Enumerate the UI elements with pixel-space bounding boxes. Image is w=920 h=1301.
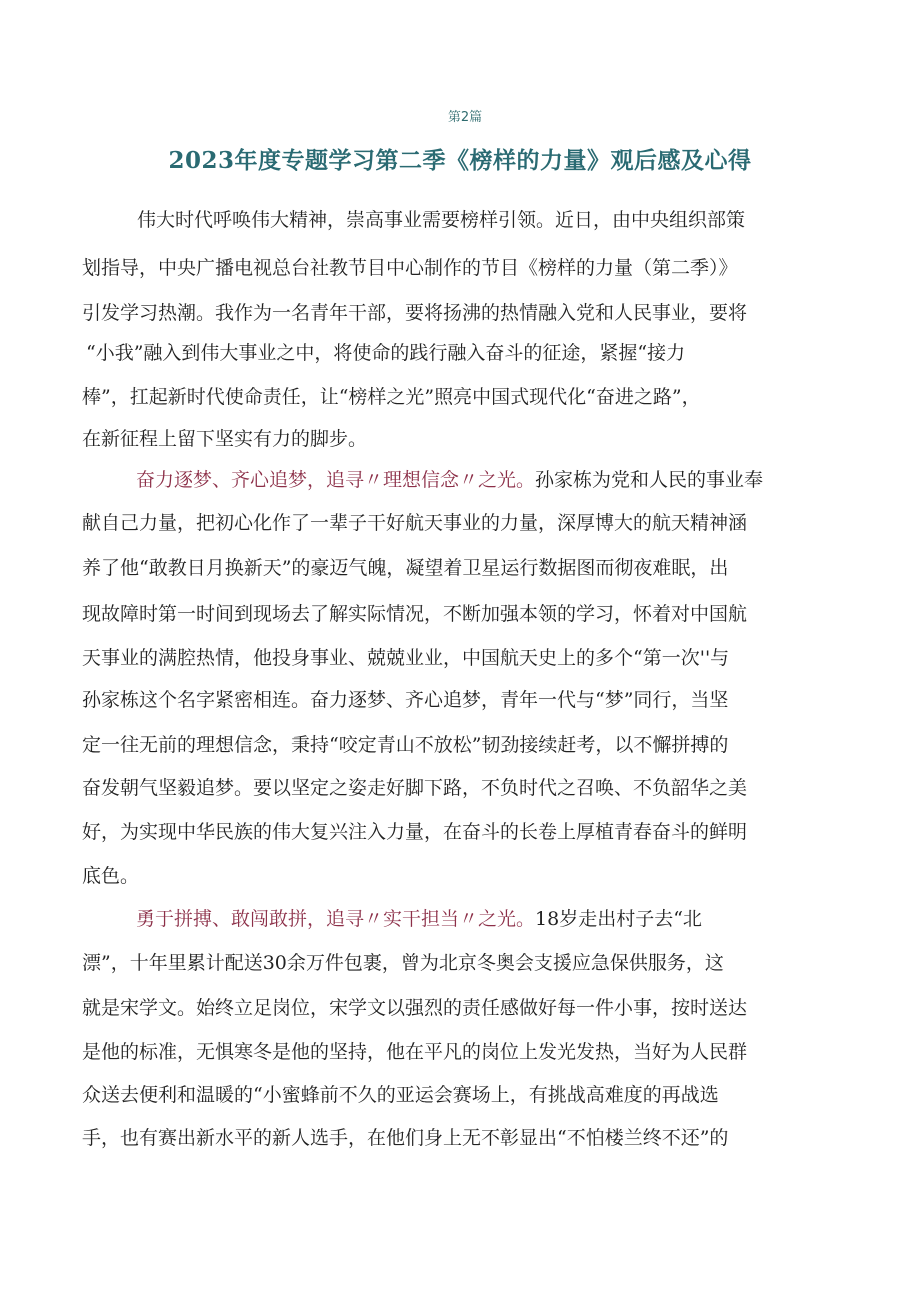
section-label: 第2篇: [447, 110, 483, 125]
paragraph-line: 在新征程上留下坚实有力的脚步。: [82, 428, 368, 450]
paragraph-line: 孙家栋这个名字紧密相连。奋力逐梦、齐心追梦，青年一代与“梦”同行，当坚: [82, 689, 729, 711]
paragraph-line: 奋发朝气坚毅追梦。要以坚定之姿走好脚下路，不负时代之召唤、不负韶华之美: [82, 777, 748, 799]
paragraph-line: 划指导，中央广播电视总台社教节目中心制作的节目《榜样的力量（第二季）》: [82, 257, 738, 279]
paragraph-line: 现故障时第一时间到现场去了解实际情况，不断加强本领的学习，怀着对中国航: [82, 603, 748, 625]
section-heading: 奋力逐梦、齐心追梦，追寻〃理想信念〃之光。: [136, 469, 536, 491]
paragraph-text: 18岁走出村子去“北: [535, 908, 702, 930]
paragraph-line: 众送去便利和温暖的“小蜜蜂前不久的亚运会赛场上，有挑战高难度的再战选: [82, 1084, 719, 1106]
paragraph-first-line: [136, 468, 763, 492]
paragraph-line: 棒”，扛起新时代使命责任，让“榜样之光”照亮中国式现代化“奋进之路”，: [82, 386, 701, 408]
paragraph-line: 底色。: [82, 865, 140, 887]
section-heading: 勇于拼搏、敢闯敢拼，追寻〃实干担当〃之光。: [136, 908, 536, 930]
paragraph-line: 就是宋学文。始终立足岗位，宋学文以强烈的责任感做好每一件小事，按时送达: [82, 997, 748, 1019]
paragraph-line: 手，也有赛出新水平的新人选手，在他们身上无不彰显出“不怕楼兰终不还”的: [82, 1127, 729, 1149]
paragraph-line: 漂”，十年里累计配送30余万件包裹，曾为北京冬奥会支援应急保供服务，这: [82, 952, 724, 974]
paragraph-line: 伟大时代呼唤伟大精神，崇高事业需要榜样引领。近日，由中央组织部策: [137, 209, 746, 231]
paragraph-line: 献自己力量，把初心化作了一辈子干好航天事业的力量，深厚博大的航天精神涵: [82, 512, 748, 534]
paragraph-first-line: [136, 907, 702, 931]
document-title: 2023年度专题学习第二季《榜样的力量》观后感及心得: [168, 147, 752, 174]
paragraph-line: 引发学习热潮。我作为一名青年干部，要将扬沸的热情融入党和人民事业，要将: [82, 302, 748, 324]
paragraph-line: 是他的标准，无惧寒冬是他的坚持，他在平凡的岗位上发光发热，当好为人民群: [82, 1041, 748, 1063]
paragraph-line: 天事业的满腔热情，他投身事业、兢兢业业，中国航天史上的多个“第一次''与: [82, 647, 730, 669]
paragraph-text: 孙家栋为党和人民的事业奉: [535, 469, 764, 491]
paragraph-line: 定一往无前的理想信念，秉持“咬定青山不放松”韧劲接续赶考，以不懈拼搏的: [82, 734, 729, 756]
paragraph-line: 养了他“敢教日月换新天”的豪迈气魄，凝望着卫星运行数据图而彻夜难眠，出: [82, 557, 729, 579]
paragraph-line: “小我”融入到伟大事业之中，将使命的践行融入奋斗的征途，紧握“接力: [86, 342, 686, 364]
paragraph-line: 好，为实现中华民族的伟大复兴注入力量，在奋斗的长卷上厚植青春奋斗的鲜明: [82, 821, 748, 843]
